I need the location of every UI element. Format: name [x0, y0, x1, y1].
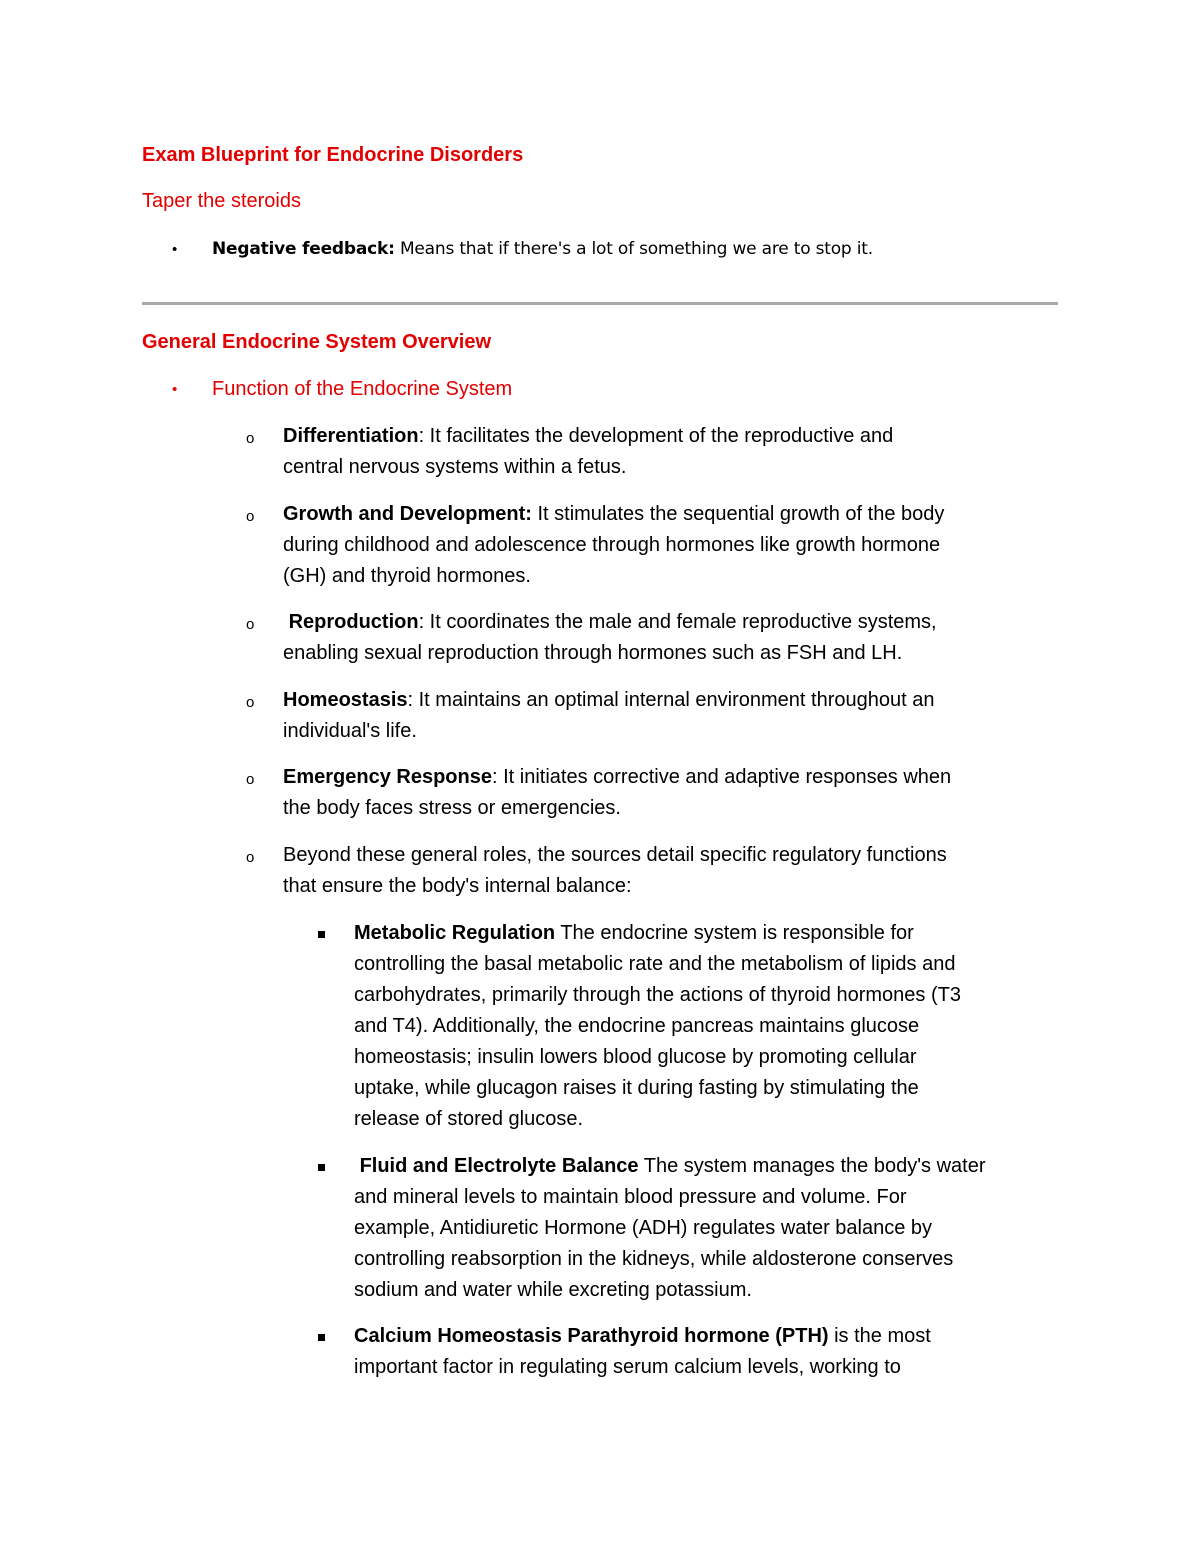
sub-bullet-marker: o — [246, 694, 255, 711]
regulatory-item-calcium — [354, 1321, 931, 1383]
negative-feedback-term: Negative feedback: — [212, 239, 395, 259]
function-text: : It coordinates the male and female reproductive systems, — [418, 611, 937, 633]
function-text: : It initiates corrective and adaptive responses when — [491, 766, 952, 788]
function-text: enabling sexual reproduction through hormones such as FSH and LH. — [283, 642, 903, 664]
function-text: : It maintains an optimal internal environment throughout an — [407, 689, 935, 711]
function-heading: Function of the Endocrine System — [212, 378, 513, 400]
function-item-homeostasis — [283, 685, 934, 747]
negative-feedback-item — [212, 239, 873, 259]
regulatory-text: controlling reabsorption in the kidneys, while aldosterone conserves — [354, 1248, 954, 1270]
function-text: the body faces stress or emergencies. — [283, 797, 621, 819]
sub-bullet-marker: o — [246, 508, 255, 525]
function-item-growth — [283, 499, 944, 592]
sub-bullet-marker: o — [246, 771, 255, 788]
function-term: Growth and Development: — [283, 503, 532, 525]
bullet-marker: • — [172, 241, 178, 258]
regulatory-text: carbohydrates, primarily through the actions of thyroid hormones (T3 — [354, 984, 961, 1006]
function-item-beyond — [283, 840, 947, 902]
negative-feedback-text: Means that if there's a lot of something we are to stop it. — [394, 239, 873, 259]
regulatory-text: uptake, while glucagon raises it during fasting by stimulating the — [354, 1077, 919, 1099]
function-term: Differentiation — [283, 425, 419, 447]
function-text: individual's life. — [283, 720, 417, 742]
function-text: during childhood and adolescence through hormones like growth hormone — [283, 534, 941, 556]
regulatory-text: controlling the basal metabolic rate and the metabolism of lipids and — [354, 953, 956, 975]
square-bullet-icon — [318, 1334, 325, 1341]
regulatory-text: example, Antidiuretic Hormone (ADH) regulates water balance by — [354, 1217, 933, 1239]
function-text: central nervous systems within a fetus. — [283, 456, 627, 478]
regulatory-term: Fluid and Electrolyte Balance — [359, 1155, 639, 1177]
function-term: Reproduction — [288, 611, 419, 633]
regulatory-text: and T4). Additionally, the endocrine pancreas maintains glucose — [354, 1015, 920, 1037]
sub-bullet-marker: o — [246, 616, 255, 633]
regulatory-term: Calcium Homeostasis Parathyroid hormone (PTH) — [354, 1325, 829, 1347]
function-text: that ensure the body's internal balance: — [283, 875, 632, 897]
square-bullet-icon — [318, 931, 325, 938]
regulatory-text: The endocrine system is responsible for — [555, 922, 914, 944]
sub-bullet-marker: o — [246, 430, 255, 447]
regulatory-term: Metabolic Regulation — [354, 922, 556, 944]
function-term: Homeostasis — [283, 689, 408, 711]
regulatory-item-metabolic — [354, 918, 961, 1135]
function-item-emergency — [283, 762, 951, 824]
function-item-reproduction — [283, 607, 937, 669]
regulatory-text: is the most — [828, 1325, 931, 1347]
section-title: General Endocrine System Overview — [142, 331, 492, 353]
bullet-marker: • — [172, 381, 178, 398]
function-item-differentiation — [283, 421, 893, 483]
square-bullet-icon — [318, 1164, 325, 1171]
function-text: Beyond these general roles, the sources detail specific regulatory functions — [283, 844, 947, 866]
function-text: It stimulates the sequential growth of the body — [531, 503, 945, 525]
regulatory-item-fluid — [354, 1151, 985, 1306]
regulatory-text: sodium and water while excreting potassium. — [354, 1279, 752, 1301]
horizontal-divider — [142, 302, 1058, 305]
function-text: : It facilitates the development of the reproductive and — [418, 425, 894, 447]
document-subtitle: Taper the steroids — [142, 190, 301, 212]
regulatory-text: important factor in regulating serum calcium levels, working to — [354, 1356, 901, 1378]
regulatory-text: The system manages the body's water — [638, 1155, 986, 1177]
regulatory-text: and mineral levels to maintain blood pressure and volume. For — [354, 1186, 907, 1208]
function-text: (GH) and thyroid hormones. — [283, 565, 531, 587]
regulatory-text: homeostasis; insulin lowers blood glucose by promoting cellular — [354, 1046, 917, 1068]
function-term: Emergency Response — [283, 766, 492, 788]
regulatory-text: release of stored glucose. — [354, 1108, 584, 1130]
document-title: Exam Blueprint for Endocrine Disorders — [142, 144, 524, 166]
sub-bullet-marker: o — [246, 849, 255, 866]
